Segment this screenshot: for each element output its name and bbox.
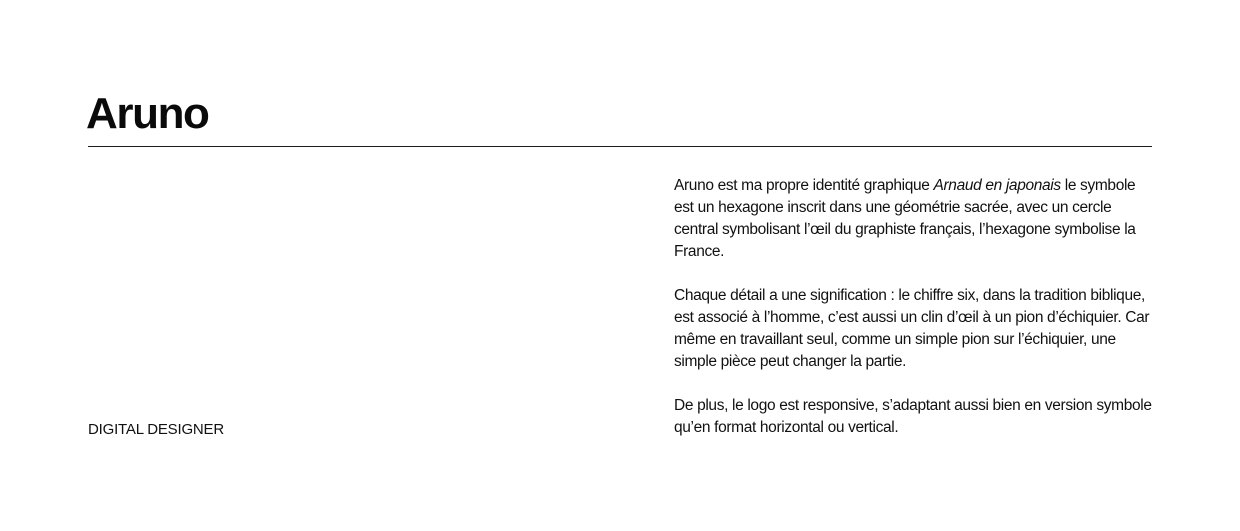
project-title: Aruno xyxy=(86,89,209,138)
title-divider xyxy=(88,146,1152,147)
description-paragraph-2: Chaque détail a une signification : le chiffre six, dans la tradition biblique, est associé à l’homme, c’est aussi un clin d’œil à un pion d’échiquier. Car même en travaillant seul, comme un simple pion sur l’échiquier, une simple pièce peut changer la partie. xyxy=(674,287,1150,370)
paragraph-1-intro: Aruno est ma propre identité graphique xyxy=(674,177,934,194)
project-role-label: DIGITAL DESIGNER xyxy=(88,421,224,438)
description-paragraph-3: De plus, le logo est responsive, s’adaptant aussi bien en version symbole qu’en format horizontal ou vertical. xyxy=(674,397,1152,436)
project-description xyxy=(674,175,1154,439)
description-paragraph-1 xyxy=(674,175,1154,263)
paragraph-1-rest: le symbole est un hexagone inscrit dans une géométrie sacrée, avec un cercle central symbolisant l’œil du graphiste français, l’hexagone symbolise la France. xyxy=(674,177,1136,260)
paragraph-1-emphasis: Arnaud en japonais xyxy=(933,177,1061,194)
